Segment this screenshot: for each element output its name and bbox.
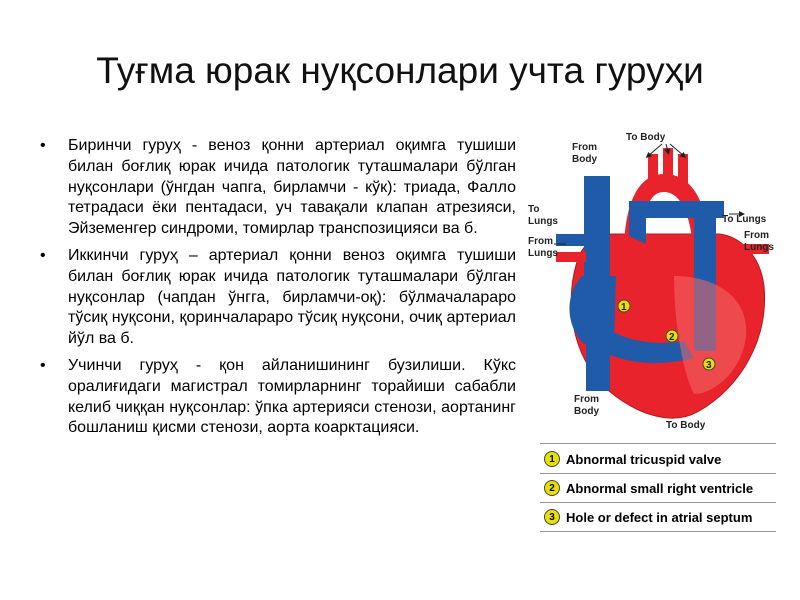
legend-item-2 (544, 476, 753, 500)
bullet-dot: • (40, 356, 46, 374)
bullet-item-3 (36, 356, 516, 439)
label-to-lungs-left-1: To (528, 204, 540, 215)
marker-3-label: 3 (706, 360, 712, 371)
legend-divider (540, 443, 776, 444)
superior-vena-cava (584, 176, 610, 286)
legend-label-3: Hole or defect in atrial septum (566, 509, 753, 525)
bullet-dot: • (40, 137, 46, 154)
bullet-item-1 (36, 136, 516, 240)
legend-item-1 (544, 447, 721, 471)
aorta-branch-1 (648, 154, 658, 184)
label-from-lungs-left-2: Lungs (528, 248, 558, 259)
legend-label-2: Abnormal small right ventricle (566, 480, 754, 496)
bullet-text-2: Иккинчи гуруҳ – артериал қонни веноз оқимга тушиши билан боғлиқ юрак ичида патологик туташмалари бўлган нуқсонлар (чапдан ўнгга, бирламчи-оқ): бўлмачалараро тўсиқ нуқсони, қоринчалараро тўсиқ нуқсони, очиқ артериал йўл ва б. (68, 246, 516, 348)
heart-diagram (524, 126, 784, 436)
legend-marker-1: 1 (544, 451, 560, 467)
slide-title: Туғма юрак нуқсонлари учта гуруҳи (96, 50, 704, 91)
legend (540, 443, 780, 533)
label-from-lungs-right-2: Lungs (744, 242, 774, 253)
legend-divider (540, 473, 776, 474)
marker-1-label: 1 (621, 302, 627, 313)
legend-label-1: Abnormal tricuspid valve (566, 451, 722, 467)
legend-marker-2: 2 (544, 480, 560, 496)
aorta-branch-2 (663, 148, 673, 180)
bullet-text-1: Биринчи гуруҳ - веноз қонни артериал оқимга тушиши билан боғлиқ юрак ичида патологик туташмалари бўлган нуқсонлари (ўнгдан чапга, бирламчи - кўк): триада, Фалло тетрадаси ёки пентадаси, уч тавақали клапан атрезияси, Эйземенгер синдроми, томирлар транспозицияси ва б. (68, 137, 516, 238)
marker-2-label: 2 (669, 332, 675, 343)
legend-marker-3: 3 (544, 509, 560, 525)
label-to-body-top: To Body (626, 132, 666, 143)
label-from-lungs-right-1: From (744, 230, 769, 241)
bullet-text-3: Учинчи гуруҳ - қон айланишининг бузилиши. Кўкс оралиғидаги магистрал томирларнинг торайиши сабабли келиб чиққан нуқсонлар: ўпка артерияси стенози, аортанинг бошланиш қисми стенози, аорта коарктацияси. (68, 356, 516, 437)
label-from-lungs-left-1: From (528, 236, 553, 247)
pulmonary-vein-left (556, 252, 586, 262)
label-to-body-bottom: To Body (666, 420, 706, 431)
bullet-item-2 (36, 246, 516, 350)
label-from-body-bottom-1: From (574, 394, 599, 405)
aorta-branch-3 (678, 154, 688, 186)
legend-item-3 (544, 505, 752, 529)
bullet-dot: • (40, 246, 46, 264)
label-to-lungs-right: To Lungs (722, 214, 767, 225)
label-from-body-top-2: Body (572, 154, 597, 165)
legend-divider (540, 531, 776, 532)
legend-divider (540, 502, 776, 503)
label-from-body-bottom-2: Body (574, 406, 599, 417)
bullet-list (36, 136, 516, 445)
label-to-lungs-left-2: Lungs (528, 216, 558, 227)
label-from-body-top-1: From (572, 142, 597, 153)
